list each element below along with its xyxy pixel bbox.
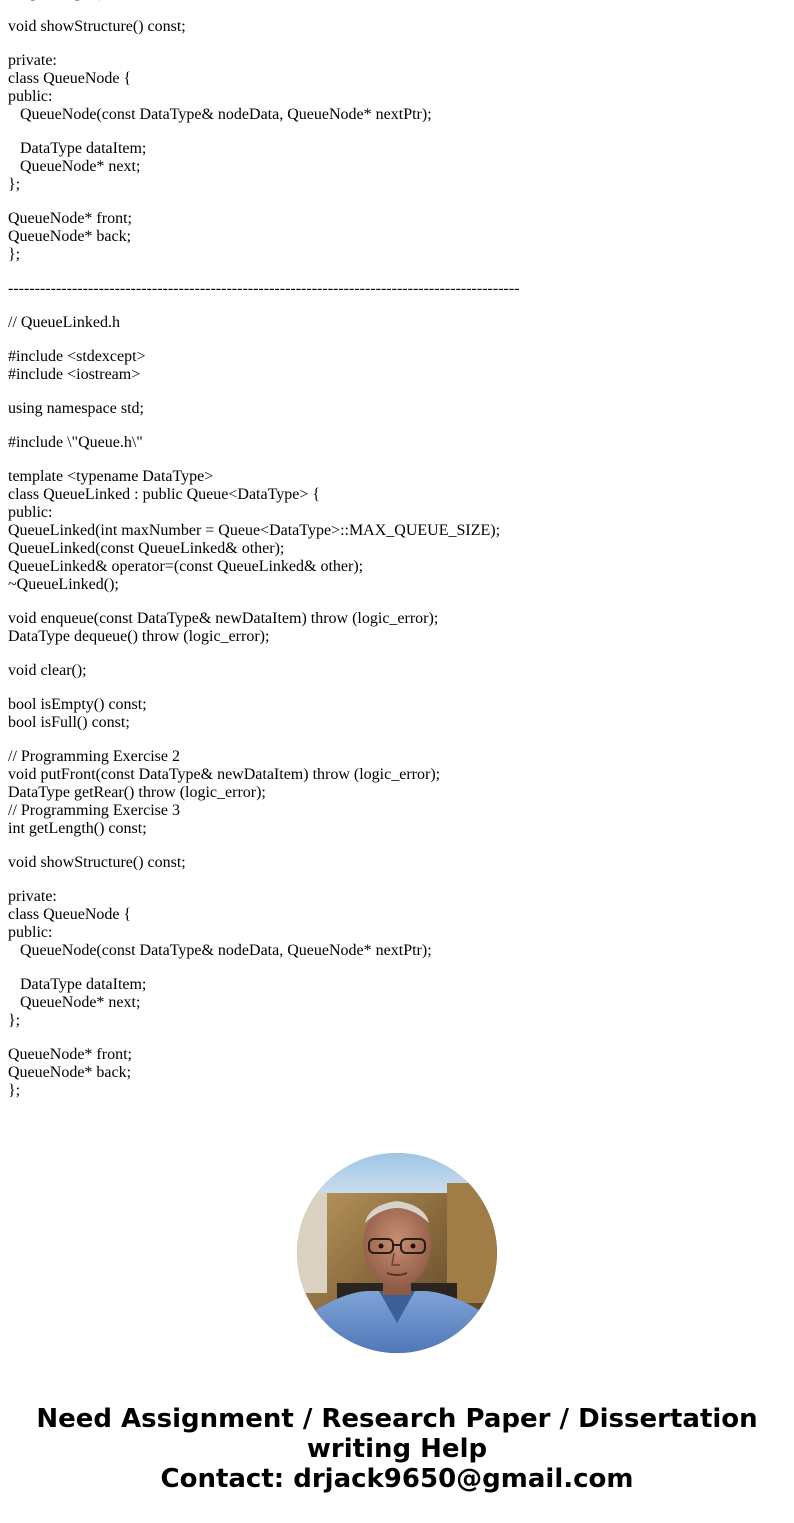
blank-line [8, 646, 520, 662]
code-line: QueueNode* next; [8, 158, 141, 175]
code-line: QueueLinked(const QueueLinked& other); [8, 540, 285, 557]
code-line: QueueNode* front; [8, 1046, 132, 1063]
code-line: DataType dataItem; [8, 976, 147, 993]
code-line: }; [8, 176, 21, 193]
blank-line [8, 680, 520, 696]
code-line: QueueNode(const DataType& nodeData, QueueNode* nextPtr); [8, 106, 432, 123]
code-line: void showStructure() const; [8, 854, 186, 871]
code-line: private: [8, 888, 57, 905]
blank-line [8, 838, 520, 854]
code-line: QueueNode(const DataType& nodeData, QueueNode* nextPtr); [8, 942, 432, 959]
code-line: int getLength() const; [8, 820, 147, 837]
code-line: void clear(); [8, 662, 87, 679]
code-line: bool isFull() const; [8, 714, 130, 731]
code-line: QueueNode* back; [8, 228, 132, 245]
code-line: template <typename DataType> [8, 468, 214, 485]
blank-line [8, 36, 520, 52]
code-line: QueueNode* back; [8, 1064, 132, 1081]
code-line: void putFront(const DataType& newDataItem) throw (logic_error); [8, 766, 441, 783]
code-line: QueueNode* next; [8, 994, 141, 1011]
blank-line [8, 1030, 520, 1046]
author-portrait-image [297, 1153, 497, 1353]
code-line: class QueueNode { [8, 70, 132, 87]
code-line: // Programming Exercise 2 [8, 748, 180, 765]
code-line: ------------------------------------------------------------------------------------------------ [8, 280, 520, 297]
blank-line [8, 384, 520, 400]
code-line: DataType dequeue() throw (logic_error); [8, 628, 270, 645]
code-line: #include \"Queue.h\" [8, 434, 143, 451]
blank-line [8, 264, 520, 280]
blank-line [8, 732, 520, 748]
code-line: // Programming Exercise 3 [8, 802, 180, 819]
blank-line [8, 194, 520, 210]
code-listing [8, 0, 520, 1100]
code-line: QueueLinked(int maxNumber = Queue<DataType>::MAX_QUEUE_SIZE); [8, 522, 501, 539]
blank-line [8, 594, 520, 610]
code-line: private: [8, 52, 57, 69]
code-line: DataType getRear() throw (logic_error); [8, 784, 266, 801]
code-line: ~QueueLinked(); [8, 576, 119, 593]
blank-line [8, 124, 520, 140]
code-line: // QueueLinked.h [8, 314, 120, 331]
code-line: }; [8, 1082, 21, 1099]
code-line: void enqueue(const DataType& newDataItem) throw (logic_error); [8, 610, 439, 627]
blank-line [8, 2, 520, 18]
code-line: bool isEmpty() const; [8, 696, 147, 713]
code-line: #include <iostream> [8, 366, 141, 383]
code-line: QueueLinked& operator=(const QueueLinked& other); [8, 558, 364, 575]
code-line: public: [8, 88, 53, 105]
code-line: QueueNode* front; [8, 210, 132, 227]
promo-line-2: writing Help [306, 1434, 488, 1464]
blank-line [8, 298, 520, 314]
code-line: class QueueLinked : public Queue<DataType> { [8, 486, 321, 503]
code-line: DataType dataItem; [8, 140, 147, 157]
code-line: #include <stdexcept> [8, 348, 146, 365]
promo-banner [0, 1404, 794, 1494]
blank-line [8, 332, 520, 348]
promo-contact-line: Contact: drjack9650@gmail.com [160, 1464, 634, 1494]
promo-line-1: Need Assignment / Research Paper / Dissertation [36, 1404, 758, 1434]
code-line: class QueueNode { [8, 906, 132, 923]
code-line: public: [8, 924, 53, 941]
code-line: }; [8, 1012, 21, 1029]
code-line: }; [8, 246, 21, 263]
code-line: public: [8, 504, 53, 521]
blank-line [8, 960, 520, 976]
code-line: void showStructure() const; [8, 18, 186, 35]
blank-line [8, 872, 520, 888]
author-avatar [297, 1153, 497, 1353]
blank-line [8, 418, 520, 434]
blank-line [8, 452, 520, 468]
code-line: using namespace std; [8, 400, 144, 417]
